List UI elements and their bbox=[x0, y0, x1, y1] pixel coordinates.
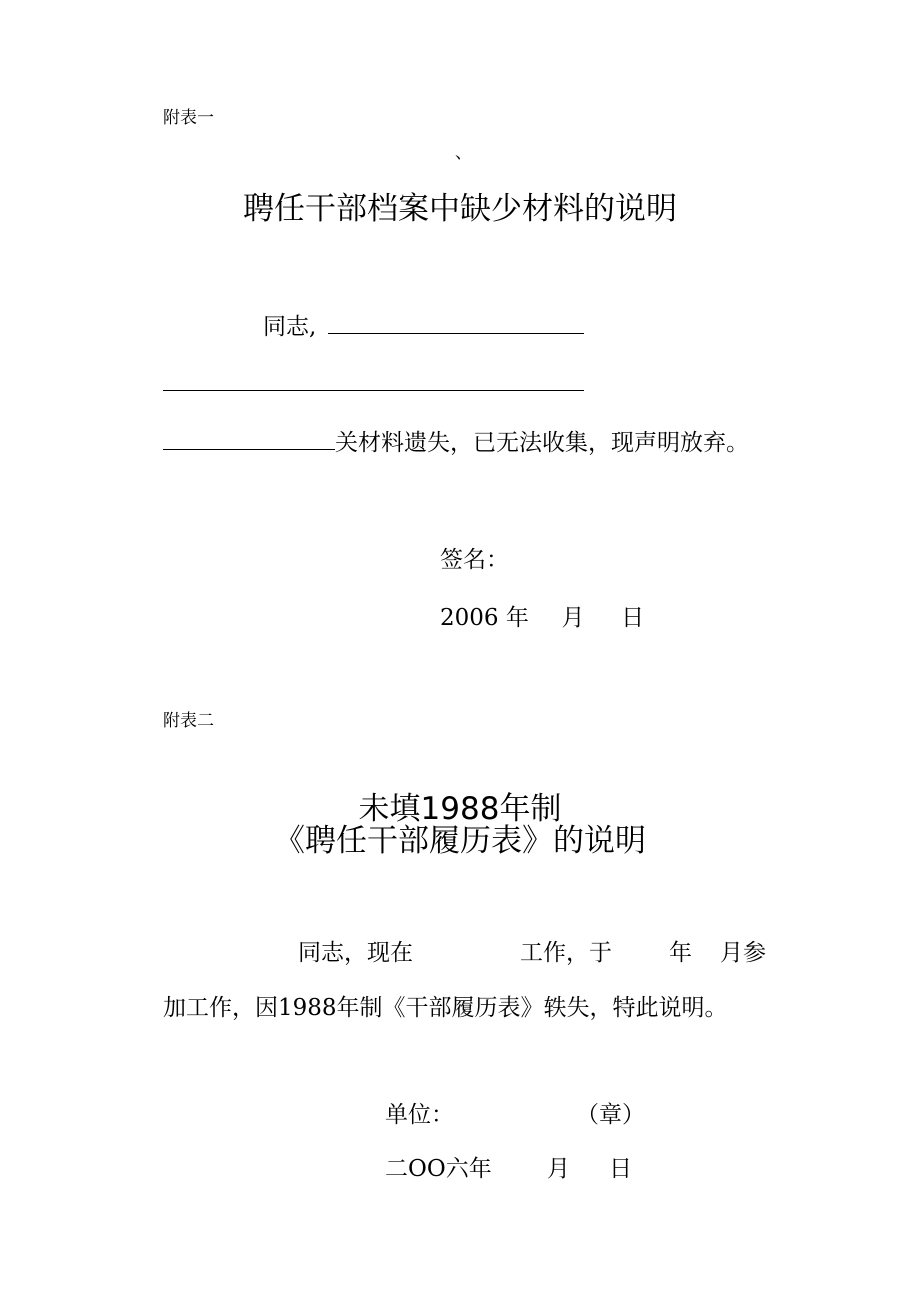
date-month: 月 bbox=[561, 605, 585, 631]
appendix2-label: 附表二 bbox=[163, 711, 214, 731]
material-type-blank-line[interactable] bbox=[163, 449, 335, 450]
para1-part4: 月参 bbox=[720, 940, 766, 966]
unit-label: 单位： bbox=[385, 1102, 454, 1128]
date-day: 日 bbox=[621, 605, 645, 631]
para1-part1: 同志，现在 bbox=[298, 940, 413, 966]
appendix1-date bbox=[440, 599, 644, 632]
name-blank-line[interactable] bbox=[328, 333, 584, 334]
appendix2-date-day: 日 bbox=[609, 1156, 632, 1182]
line1-prefix: 同志, bbox=[263, 314, 317, 340]
para2: 加工作，因1988年制《干部履历表》轶失，特此说明。 bbox=[163, 995, 728, 1021]
appendix2-title-line2: 《聘任干部履历表》的说明 bbox=[274, 823, 646, 859]
date-year-char: 年 bbox=[505, 605, 529, 631]
stray-mark: 、 bbox=[455, 143, 472, 163]
para1-part2: 工作，于 bbox=[520, 940, 612, 966]
date-year: 2006 bbox=[440, 605, 499, 631]
line3-suffix: 关材料遗失，已无法收集，现声明放弃。 bbox=[335, 430, 749, 456]
material-blank-line[interactable] bbox=[163, 390, 584, 391]
appendix2-title-line1: 未填1988年制 bbox=[358, 791, 562, 827]
signature-label: 签名： bbox=[440, 547, 509, 573]
appendix2-date-year: 二OO六年 bbox=[385, 1156, 492, 1182]
appendix1-title: 聘任干部档案中缺少材料的说明 bbox=[243, 191, 677, 227]
seal-mark: （章） bbox=[576, 1102, 645, 1128]
appendix2-date-month: 月 bbox=[547, 1156, 570, 1182]
para1-part3: 年 bbox=[669, 940, 692, 966]
appendix1-label: 附表一 bbox=[163, 108, 214, 128]
